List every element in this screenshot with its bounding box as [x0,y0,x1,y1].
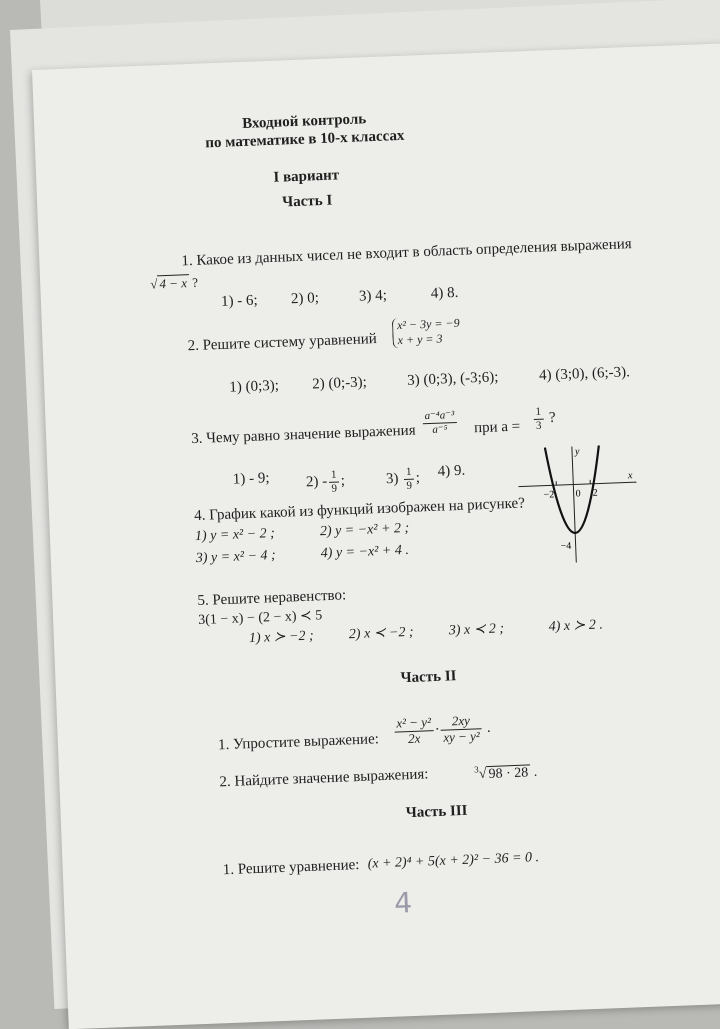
title-line-2: по математике в 10-х классах [75,124,535,157]
q5-expression: 3(1 − x) − (2 − x) ≺ 5 [198,609,323,628]
part-1-heading: Часть I [77,186,537,219]
p2-q2-expression: $^3$√98 · 28 . [474,763,537,782]
q3-option-4: 4) 9. [437,464,465,480]
q5-text: 5. Решите неравенство: [197,588,346,609]
variant-label: I вариант [76,161,536,194]
graph-x-axis [518,482,636,487]
q1-text: 1. Какое из данных чисел не входит в область определения выражения [181,237,632,269]
q2-option-1: 1) (0;3); [229,379,279,396]
q4-option-3: 3) y = x² − 4 ; [196,549,276,566]
q4-option-4: 4) y = −x² + 4 . [321,544,410,561]
graph-tick-label-zero: 0 [575,488,580,499]
p3-q1-text: 1. Решите уравнение: [223,858,360,878]
q5-option-2: 2) x ≺ −2 ; [349,626,414,642]
q2-text: 2. Решите систему уравнений [187,332,377,354]
graph-y-label: y [574,446,580,457]
p3-q1-expression: (x + 2)⁴ + 5(x + 2)² − 36 = 0 . [367,851,539,872]
graph-y-axis [572,447,576,563]
q3-option-3: 3) $\frac{1}{9}$ ; [385,465,420,493]
q4-option-1: 1) y = x² − 2 ; [195,527,275,544]
q3-at-label: при a = [474,420,521,437]
q1-option-1: 1) - 6; [221,294,258,310]
q2-option-2: 2) (0;-3); [312,375,367,392]
q1-expression: √4 − x ? [150,276,198,291]
graph-tick-label-bottom: −4 [560,541,571,552]
q4-text: 4. График какой из функций изображен на рисунке? [194,496,525,524]
q3-option-2: 2) - $\frac{1}{9}$ ; [306,468,346,496]
part-2-heading: Часть II [400,669,456,686]
q5-option-4: 4) x ≻ 2 . [549,619,604,635]
graph-tick-label-neg: −2 [543,489,554,500]
p2-q2-text: 2. Найдите значение выражения: [219,767,428,790]
q5-option-3: 3) x ≺ 2 ; [449,622,505,638]
q4-option-2: 2) y = −x² + 2 ; [320,522,410,539]
q3-fraction: $\frac{\text{a⁻⁴a⁻³}}{\text{a⁻⁵}}$ [420,409,459,437]
q1-option-4: 4) 8. [431,286,459,302]
part-3-heading: Часть III [406,804,468,821]
graph-tick-label-pos: 2 [592,488,597,499]
q3-a-value: $\frac{1}{3}$ ? [531,405,556,432]
title-line-1: Входной контроль [74,106,534,139]
q2-option-4: 4) (3;0), (6;-3). [539,365,630,383]
q3-text: 3. Чему равно значение выражения [191,424,416,448]
handwritten-mark: 4 [394,886,413,920]
q3-option-1: 1) - 9; [233,471,270,487]
test-sheet [32,42,720,1029]
p2-q1-expression: $\frac{\text{x² − y²}}{2x}$ · $\frac{2xy}{\text{xy − y²}}$ . [392,713,491,748]
q1-option-2: 2) 0; [291,291,319,307]
q1-option-3: 3) 4; [359,289,387,305]
q5-option-1: 1) x ≻ −2 ; [249,630,314,646]
q2-option-3: 3) (0;3), (-3;6); [407,370,499,388]
graph-x-label: x [627,470,633,481]
parabola-graph [517,442,642,567]
p2-q1-text: 1. Упростите выражение: [218,732,379,753]
q2-system: x² − 3y = −9 x + y = 3 [392,316,461,349]
